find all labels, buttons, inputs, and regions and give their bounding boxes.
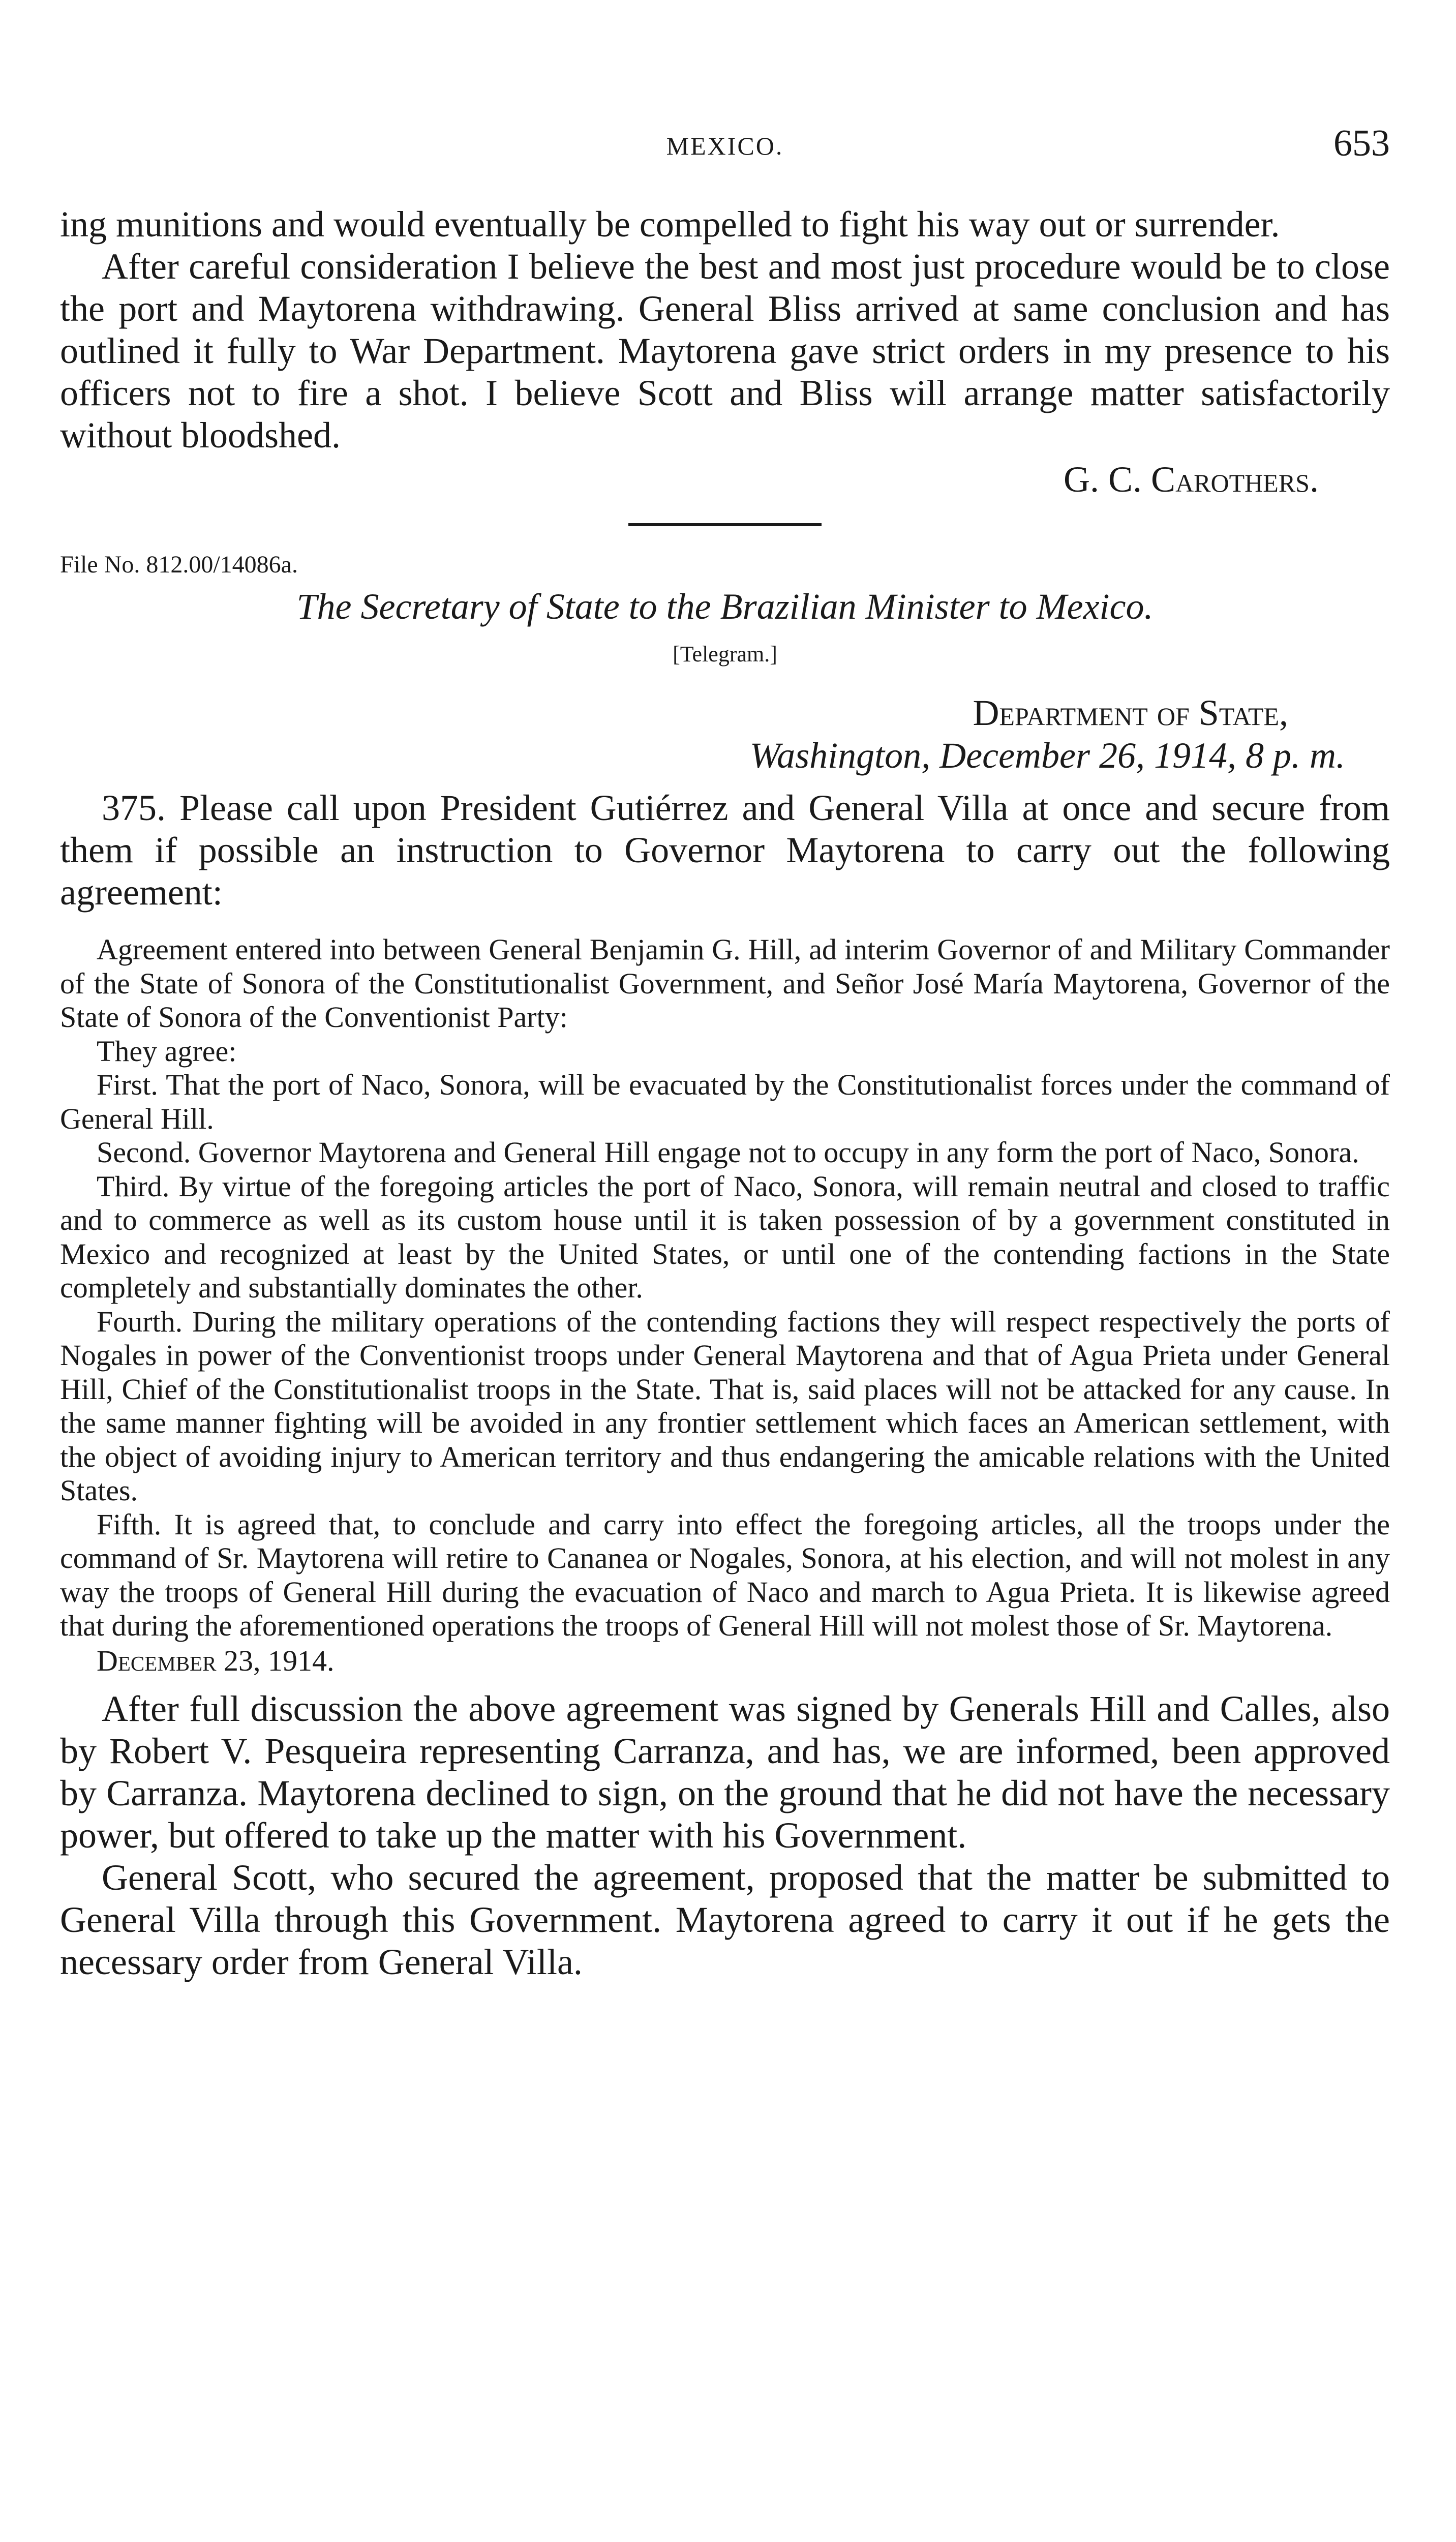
page-number: 653 — [1333, 123, 1390, 164]
agreement-article-fifth: Fifth. It is agreed that, to conclude and carry into effect the foregoing articles, all the troops under the command of Sr. Maytorena will retire to Cananea or Nogales, Sonora, at his election, and will not molest in any way the troops of General Hill during the evacuation of Naco and march to Agua Prieta. It is likewise agreed that during the aforementioned operations the troops of General Hill will not molest those of Sr. Maytorena. — [60, 1507, 1390, 1642]
telegram-intro: 375. Please call upon President Gutiérrez and General Villa at once and secure from them if possible an instruction to Governor Maytorena to carry out the following agreement: — [60, 788, 1390, 913]
dateline-place-date: Washington, December 26, 1914, 8 p. m. — [749, 735, 1345, 776]
agreement-date: December 23, 1914. — [97, 1644, 335, 1677]
agreement-article-second: Second. Governor Maytorena and General Hill engage not to occupy in any form the port of Naco, Sonora. — [97, 1136, 1359, 1169]
dateline-office: Department of State, — [973, 692, 1288, 733]
closing-paragraph-2: General Scott, who secured the agreement, proposed that the matter be submitted to General Villa through this Government. Maytorena agreed to carry it out if he gets the necessary order from General Villa. — [60, 1857, 1390, 1982]
section-divider — [628, 523, 822, 526]
agreement-they-agree: They agree: — [97, 1034, 237, 1068]
document-type: [Telegram.] — [673, 642, 777, 667]
running-head: MEXICO. — [666, 132, 784, 160]
agreement-block — [60, 933, 1390, 1679]
page-body — [60, 203, 1390, 1983]
signature: G. C. Carothers. — [1064, 459, 1319, 500]
agreement-article-fourth: Fourth. During the military operations of the contending factions they will respect respectively the ports of Nogales in power of the Conventionist troops under General Maytorena and that of Agua Prieta under General Hill, Chief of the Constitutionalist troops in the State. That is, said places will not be attacked for any cause. In the same manner fighting will be avoided in any frontier settlement which faces an American settlement, with the object of avoiding injury to American territory and thus endangering the amicable relations with the United States. — [60, 1305, 1390, 1507]
closing-paragraph-1: After full discussion the above agreement was signed by Generals Hill and Calles, also by Robert V. Pesqueira representing Carranza, and has, we are informed, been approved by Carranza. Maytorena declined to sign, on the ground that he did not have the necessary power, but offered to take up the matter with his Government. — [60, 1688, 1390, 1856]
continued-paragraph: ing munitions and would eventually be compelled to fight his way out or surrender. — [60, 204, 1280, 245]
page-header — [60, 122, 1390, 168]
agreement-article-third: Third. By virtue of the foregoing articles the port of Naco, Sonora, will remain neutral and closed to traffic and to commerce as well as its custom house until it is taken possession of by a government constituted in Mexico and recognized at least by the United States, or until one of the contending factions in the State completely and substantially dominates the other. — [60, 1169, 1390, 1304]
carothers-paragraph: After careful consideration I believe the best and most just procedure would be to close the port and Maytorena withdrawing. General Bliss arrived at same conclusion and has outlined it fully to War Department. Maytorena gave strict orders in my presence to his officers not to fire a shot. I believe Scott and Bliss will arrange matter satisfactorily without bloodshed. — [60, 246, 1390, 456]
document-title: The Secretary of State to the Brazilian Minister to Mexico. — [296, 586, 1154, 627]
agreement-preamble: Agreement entered into between General Benjamin G. Hill, ad interim Governor of and Military Commander of the State of Sonora of the Constitutionalist Government, and Señor José María Maytorena, Governor of the State of Sonora of the Conventionist Party: — [60, 933, 1390, 1034]
file-number: File No. 812.00/14086a. — [60, 551, 298, 578]
agreement-article-first: First. That the port of Naco, Sonora, will be evacuated by the Constitutionalist forces under the command of General Hill. — [60, 1068, 1390, 1135]
